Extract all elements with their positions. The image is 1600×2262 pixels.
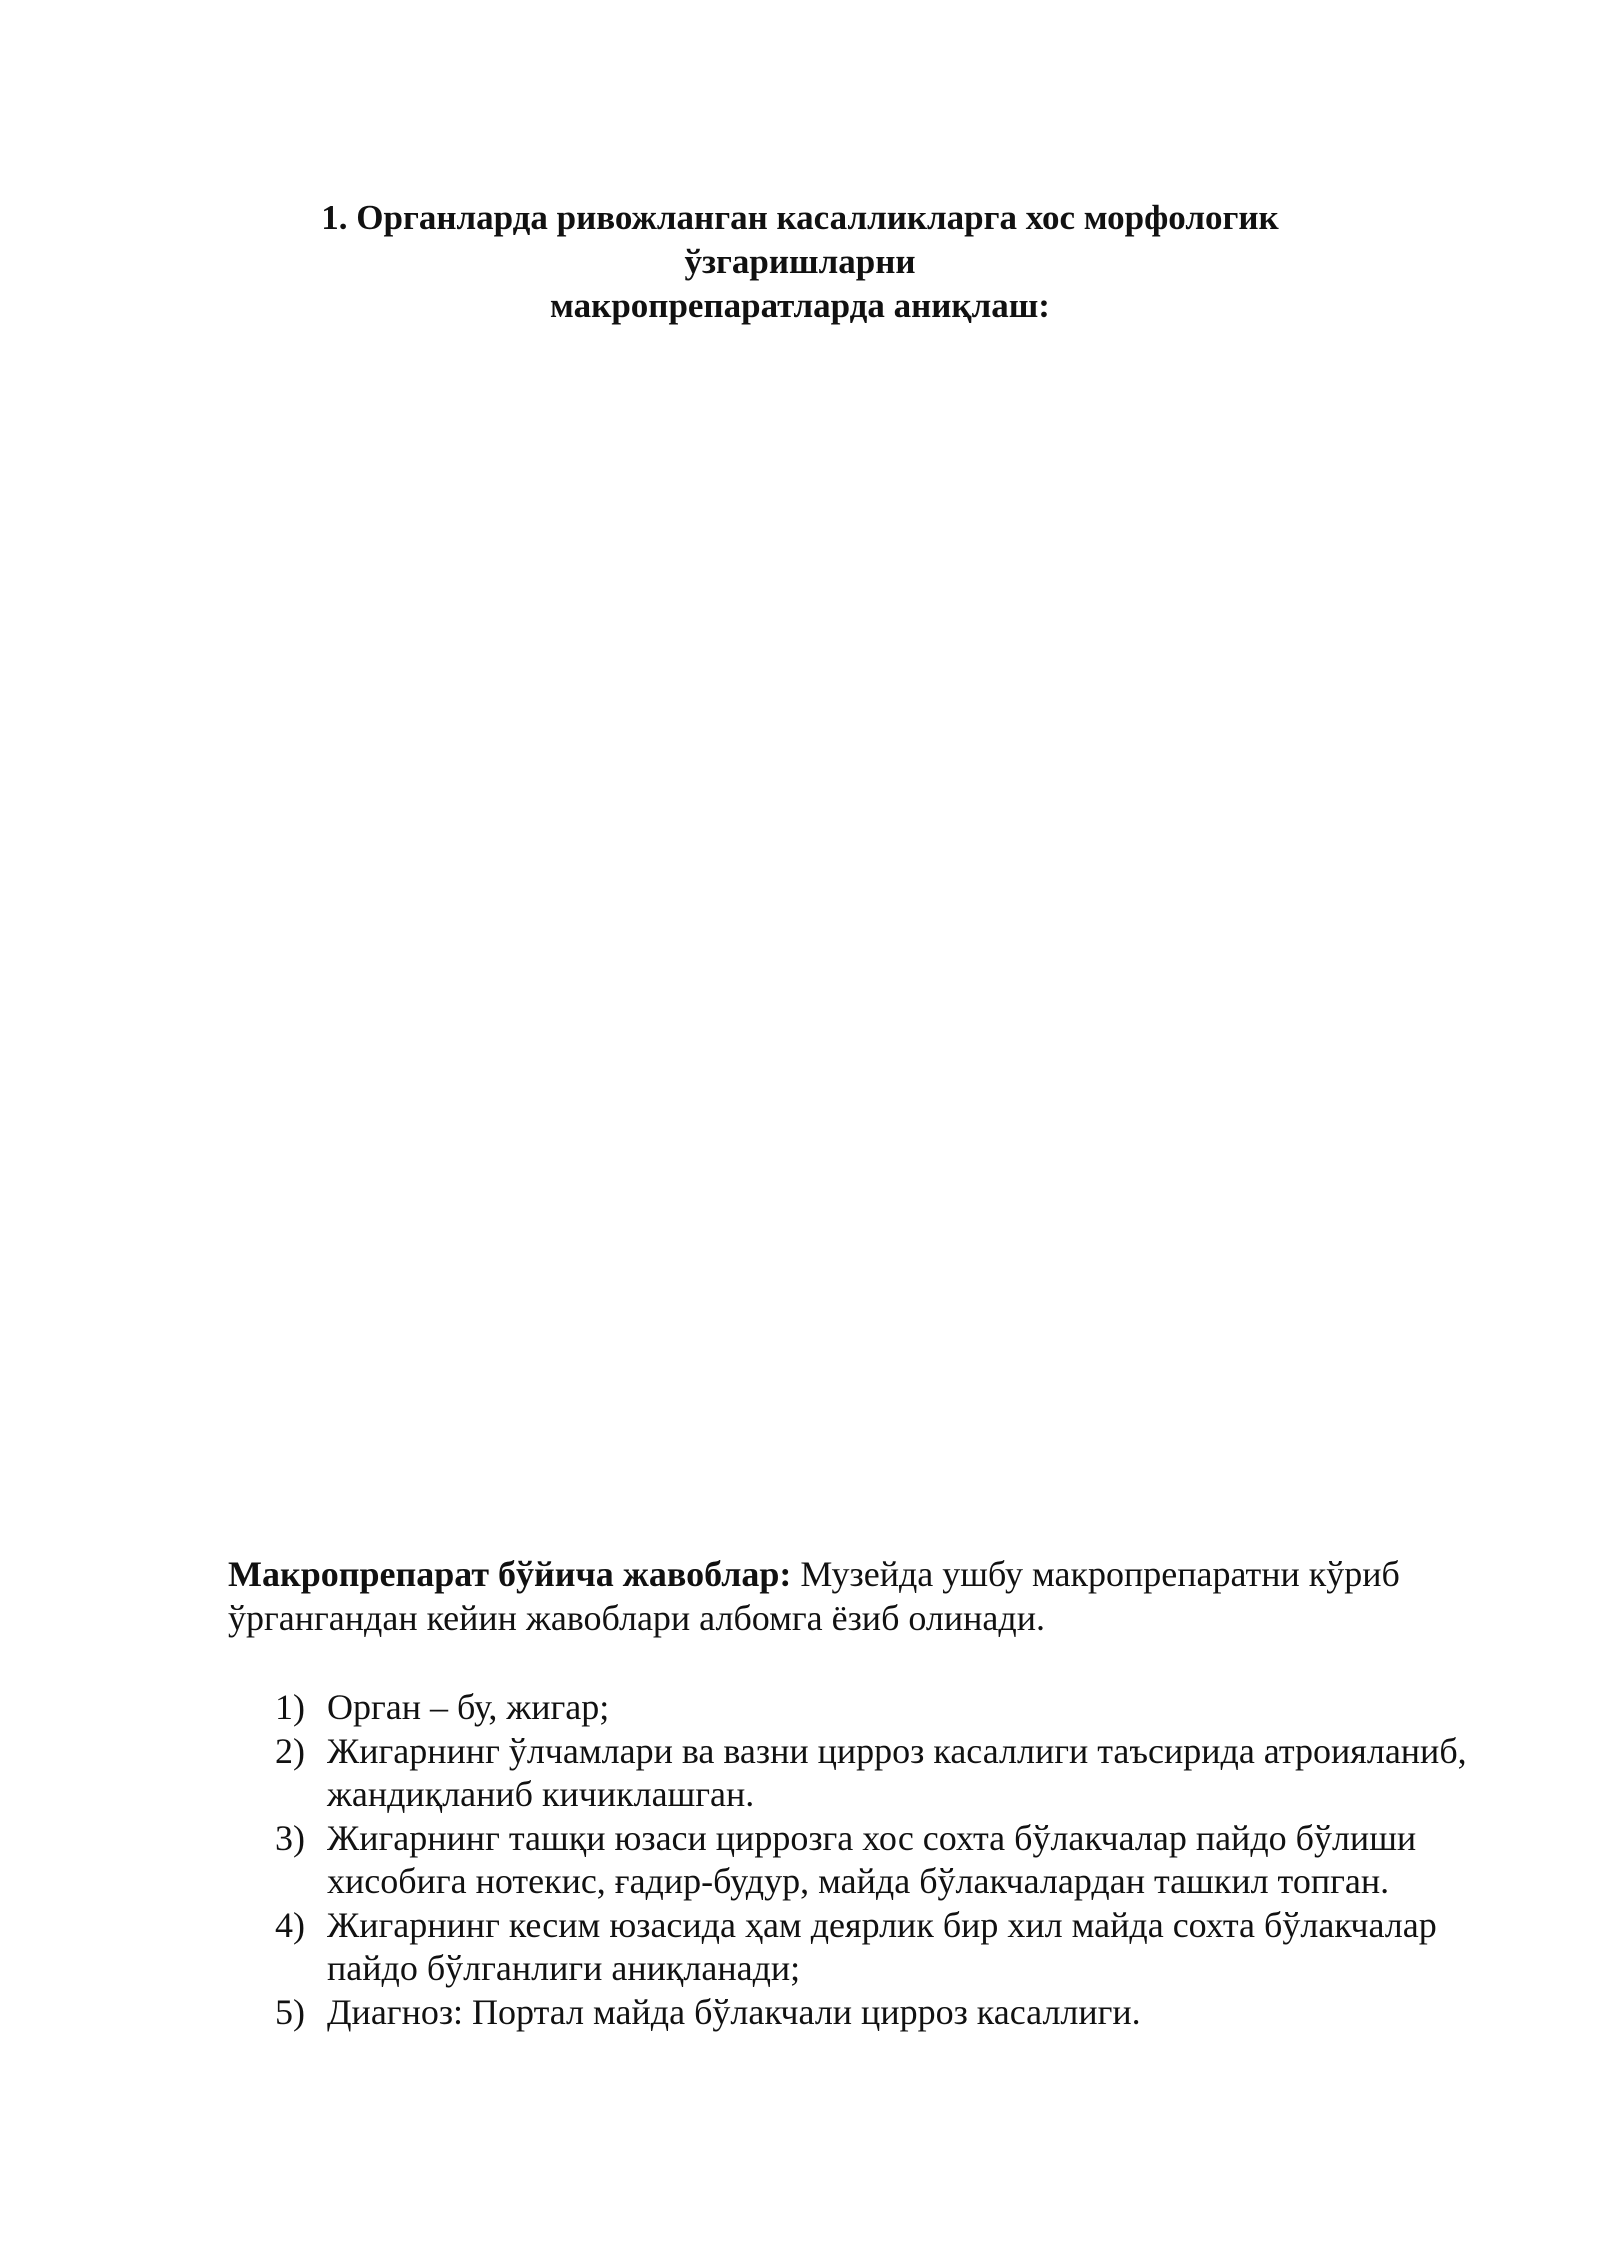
list-item-number: 1) xyxy=(275,1687,305,1727)
answers-intro-text: Музейда ушбу макропрепаратни кўриб ўргангандан кейин жавоблари албомга ёзиб олинади. xyxy=(228,1554,1400,1638)
list-item-text: Диагноз: Портал майда бўлакчали цирроз касаллиги. xyxy=(327,1991,1141,2032)
list-item-number: 4) xyxy=(275,1904,305,1945)
title-line-2: ўзгаришларни xyxy=(684,242,916,281)
list-item xyxy=(275,1686,1495,1730)
list-item-text: Жигарнинг ўлчамлари ва вазни цирроз касаллиги таъсирида атроияланиб, жандиқланиб кичиклашган. xyxy=(327,1730,1467,1814)
list-item-number: 2) xyxy=(275,1730,305,1771)
title-line-1: 1. Органларда ривожланган касалликларга хос морфологик xyxy=(321,198,1279,237)
list-item xyxy=(275,1730,1495,1817)
answers-list xyxy=(275,1686,1495,2034)
answers-heading: Макропрепарат бўйича жавоблар: xyxy=(228,1554,792,1594)
list-item-text: Жигарнинг кесим юзасида ҳам деярлик бир хил майда сохта бўлакчалар пайдо бўлганлиги аниқланади; xyxy=(327,1904,1437,1988)
list-item-text: Жигарнинг ташқи юзаси циррозга хос сохта бўлакчалар пайдо бўлиши хисобига нотекис, ғадир-будур, майда бўлакчалардан ташкил топган. xyxy=(327,1817,1417,1901)
list-item-number: 5) xyxy=(275,1991,305,2032)
list-item-text: Орган – бу, жигар; xyxy=(327,1687,610,1727)
page-title xyxy=(300,196,1300,328)
title-line-3: макропрепаратларда аниқлаш: xyxy=(550,286,1050,325)
answers-paragraph xyxy=(228,1552,1488,1640)
list-item xyxy=(275,1904,1495,1991)
list-item xyxy=(275,1991,1495,2035)
list-item xyxy=(275,1817,1495,1904)
list-item-number: 3) xyxy=(275,1817,305,1858)
